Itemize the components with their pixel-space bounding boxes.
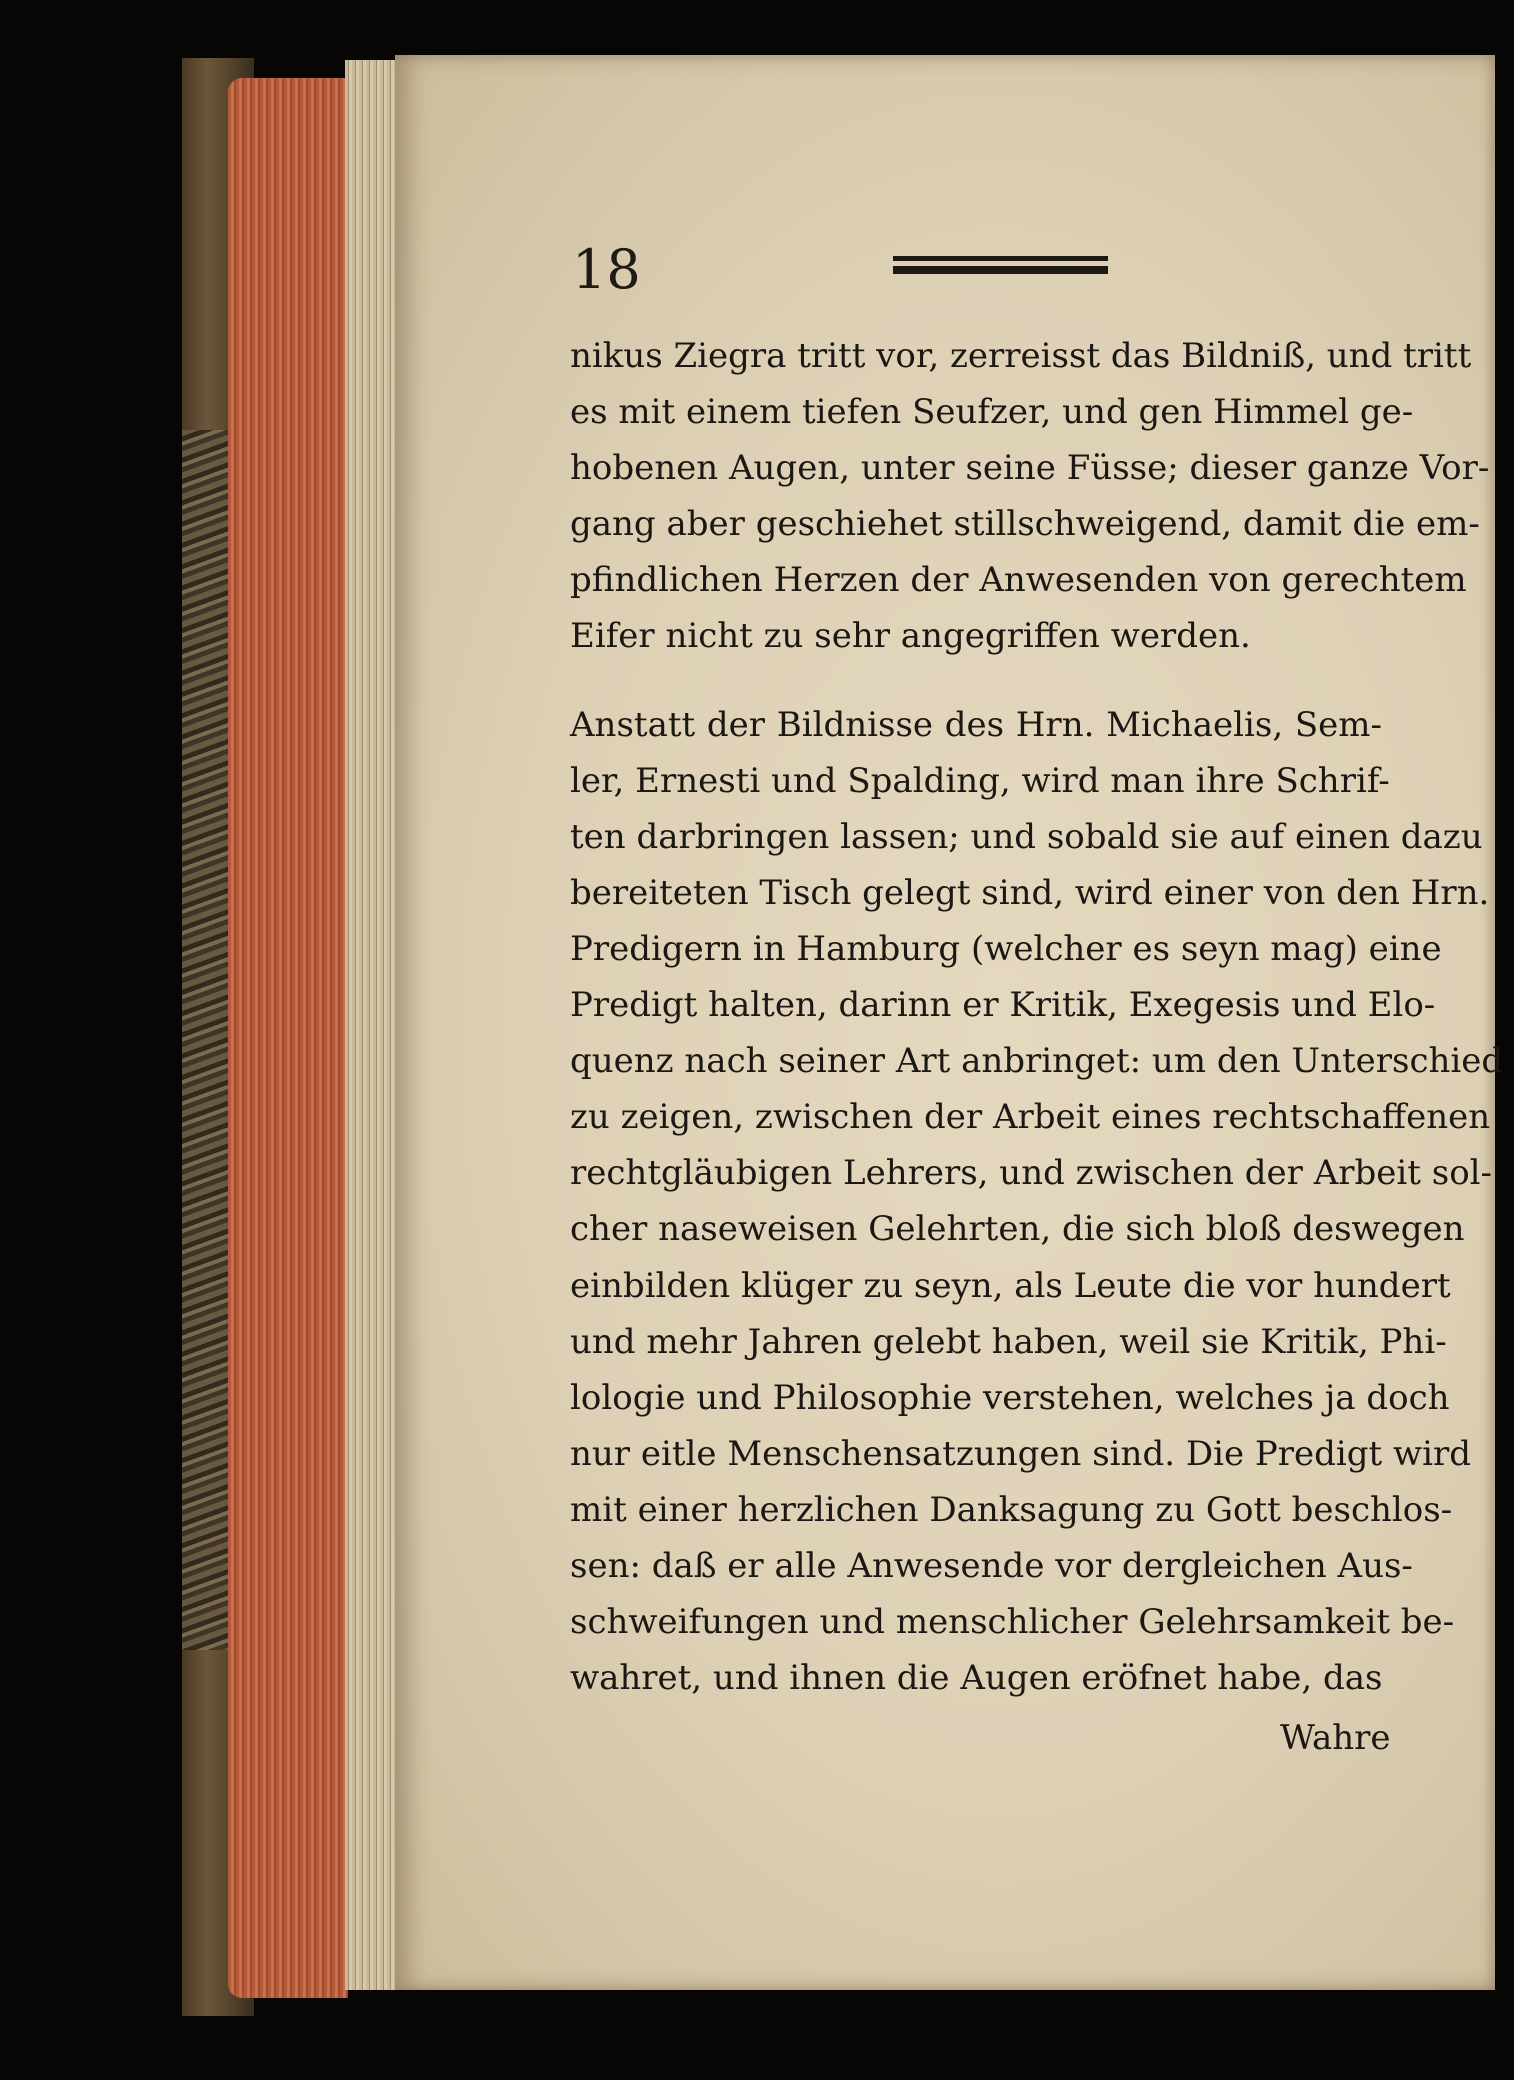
- text-line: mit einer herzlichen Danksagung zu Gott beschlos-: [570, 1489, 1453, 1530]
- text-line: wahret, und ihnen die Augen eröfnet habe, das: [570, 1658, 1383, 1699]
- red-page-edges: [228, 78, 348, 1998]
- text-line: cher naseweisen Gelehrten, die sich bloß deswegen: [570, 1209, 1465, 1250]
- text-line: nur eitle Menschensatzungen sind. Die Predigt wird: [570, 1433, 1472, 1474]
- text-line: und mehr Jahren gelebt haben, weil sie Kritik, Phi-: [570, 1321, 1447, 1362]
- text-line: lologie und Philosophie verstehen, welches ja doch: [570, 1377, 1450, 1418]
- text-line: schweifungen und menschlicher Gelehrsamkeit be-: [570, 1602, 1455, 1643]
- text-line: pfindlichen Herzen der Anwesenden von gerechtem: [570, 560, 1467, 601]
- text-line: Anstatt der Bildnisse des Hrn. Michaelis, Sem-: [570, 704, 1382, 745]
- text-line: nikus Ziegra tritt vor, zerreisst das Bildniß, und tritt: [570, 336, 1472, 376]
- paragraph: [570, 328, 1490, 665]
- text-line: sen: daß er alle Anwesende vor dergleichen Aus-: [570, 1545, 1413, 1586]
- body-text: [570, 328, 1504, 1706]
- paragraph-gap: [570, 665, 1382, 697]
- paragraph: [570, 697, 1504, 1707]
- header-rule: [893, 256, 1108, 276]
- text-line: ten darbringen lassen; und sobald sie auf einen dazu: [570, 816, 1483, 857]
- text-line: gang aber geschiehet stillschweigend, damit die em-: [570, 504, 1480, 545]
- text-line: quenz nach seiner Art anbringet: um den Unterschied: [570, 1041, 1504, 1082]
- text-line: einbilden klüger zu seyn, als Leute die vor hundert: [570, 1265, 1451, 1306]
- text-line: ler, Ernesti und Spalding, wird man ihre Schrif-: [570, 760, 1390, 801]
- text-line: hobenen Augen, unter seine Füsse; dieser ganze Vor-: [570, 448, 1490, 489]
- text-line: rechtgläubigen Lehrers, und zwischen der Arbeit sol-: [570, 1153, 1493, 1194]
- text-line: es mit einem tiefen Seufzer, und gen Himmel ge-: [570, 392, 1414, 433]
- page-number: 18: [572, 238, 641, 301]
- text-line: Eifer nicht zu sehr angegriffen werden.: [570, 616, 1251, 657]
- text-line: Predigern in Hamburg (welcher es seyn mag) eine: [570, 928, 1442, 969]
- stacked-page-edges: [345, 60, 395, 1990]
- catchword: Wahre: [1280, 1718, 1391, 1758]
- text-line: Predigt halten, darinn er Kritik, Exegesis und Elo-: [570, 985, 1436, 1026]
- header-rule-thick: [893, 266, 1108, 274]
- text-line: zu zeigen, zwischen der Arbeit eines rechtschaffenen: [570, 1097, 1491, 1138]
- header-rule-thin: [893, 256, 1108, 261]
- text-line: bereiteten Tisch gelegt sind, wird einer von den Hrn.: [570, 872, 1490, 913]
